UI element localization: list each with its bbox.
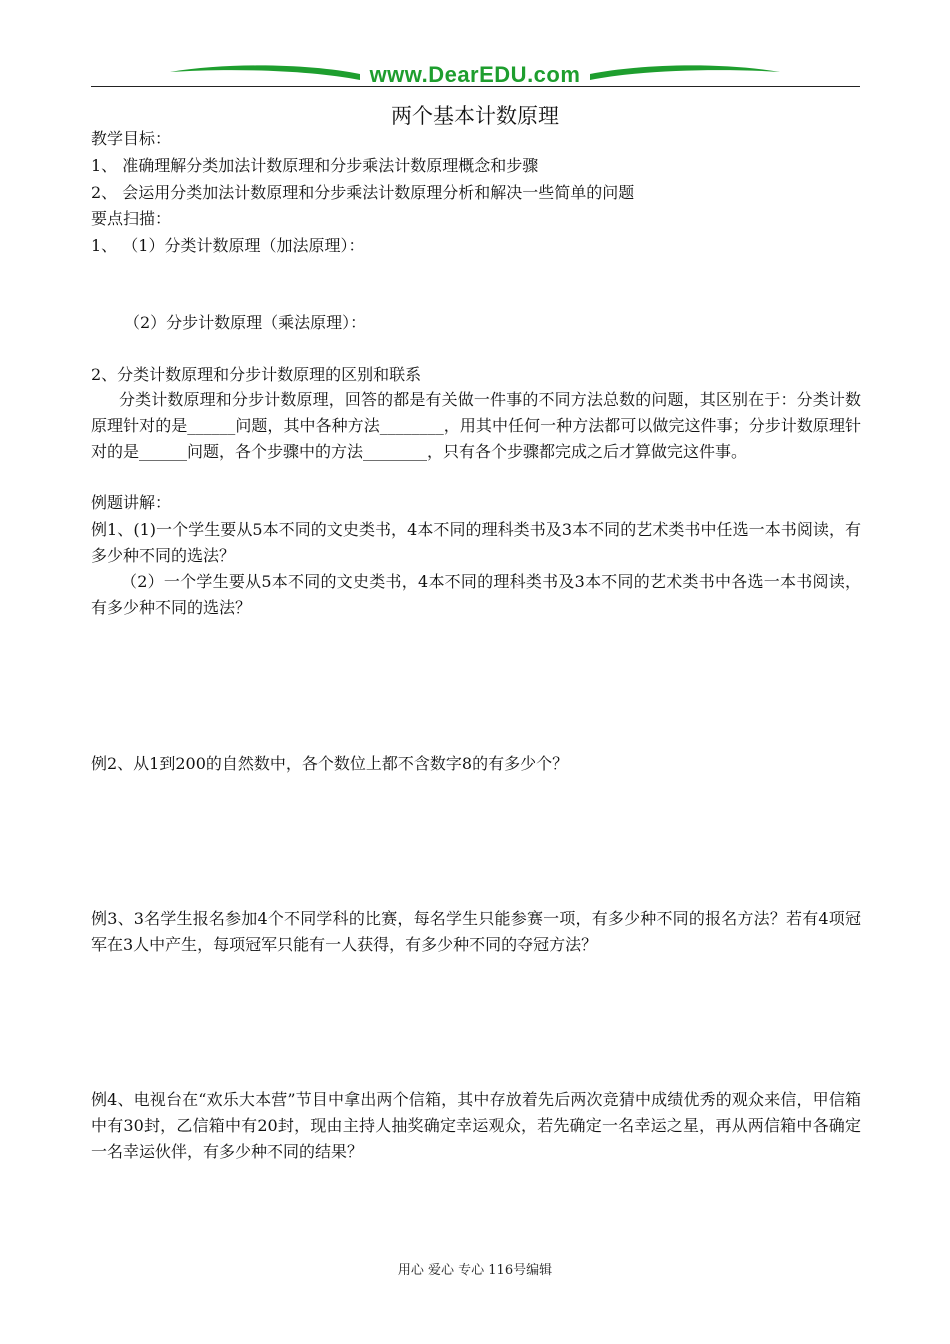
examples-heading: 例题讲解： xyxy=(91,493,172,512)
point-2: 2、分类计数原理和分步计数原理的区别和联系 xyxy=(91,365,422,384)
points-heading: 要点扫描： xyxy=(91,209,172,228)
example-3: 例3、3名学生报名参加4个不同学科的比赛，每名学生只能参赛一项，有多少种不同的报名方法？若有4项冠军在3人中产生，每项冠军只能有一人获得，有多少种不同的夺冠方法？ xyxy=(91,909,861,954)
header-rule xyxy=(91,86,860,87)
site-logo[interactable] xyxy=(160,58,790,94)
point-1b: （2）分步计数原理（乘法原理）： xyxy=(124,313,367,332)
point-2-body: 分类计数原理和分步计数原理，回答的都是有关做一件事的不同方法总数的问题，其区别在于：分类计数原理针对的是______问题，其中各种方法________，用其中任何一种方法都可以做完这件事；分步计数原理针对的是______问题，各个步骤中的方法________，只有各个步骤都完成之后才算做完这件事。 xyxy=(91,390,861,461)
example-4: 例4、电视台在“欢乐大本营”节目中拿出两个信箱，其中存放着先后两次竞猜中成绩优秀的观众来信，甲信箱中有30封，乙信箱中有20封，现由主持人抽奖确定幸运观众，若先确定一名幸运之星，再从两信箱中各确定一名幸运伙伴，有多少种不同的结果？ xyxy=(91,1090,861,1161)
logo-text: www.DearEDU.com xyxy=(369,62,581,87)
goal-1: 1、 准确理解分类加法计数原理和分步乘法计数原理概念和步骤 xyxy=(91,156,539,175)
example-1-part-1: 例1、(1)一个学生要从5本不同的文史类书，4本不同的理科类书及3本不同的艺术类书中任选一本书阅读，有多少种不同的选法？ xyxy=(91,520,861,565)
page-footer: 用心 爱心 专心 116号编辑 xyxy=(397,1263,553,1278)
example-1-part-2: （2）一个学生要从5本不同的文史类书，4本不同的理科类书及3本不同的艺术类书中各选一本书阅读，有多少种不同的选法？ xyxy=(91,572,861,617)
example-2: 例2、从1到200的自然数中，各个数位上都不含数字8的有多少个？ xyxy=(91,754,569,773)
goals-heading: 教学目标： xyxy=(91,129,172,148)
page-title: 两个基本计数原理 xyxy=(391,104,559,128)
point-1a: 1、 （1）分类计数原理（加法原理）： xyxy=(91,236,365,255)
goal-2: 2、 会运用分类加法计数原理和分步乘法计数原理分析和解决一些简单的问题 xyxy=(91,183,635,202)
